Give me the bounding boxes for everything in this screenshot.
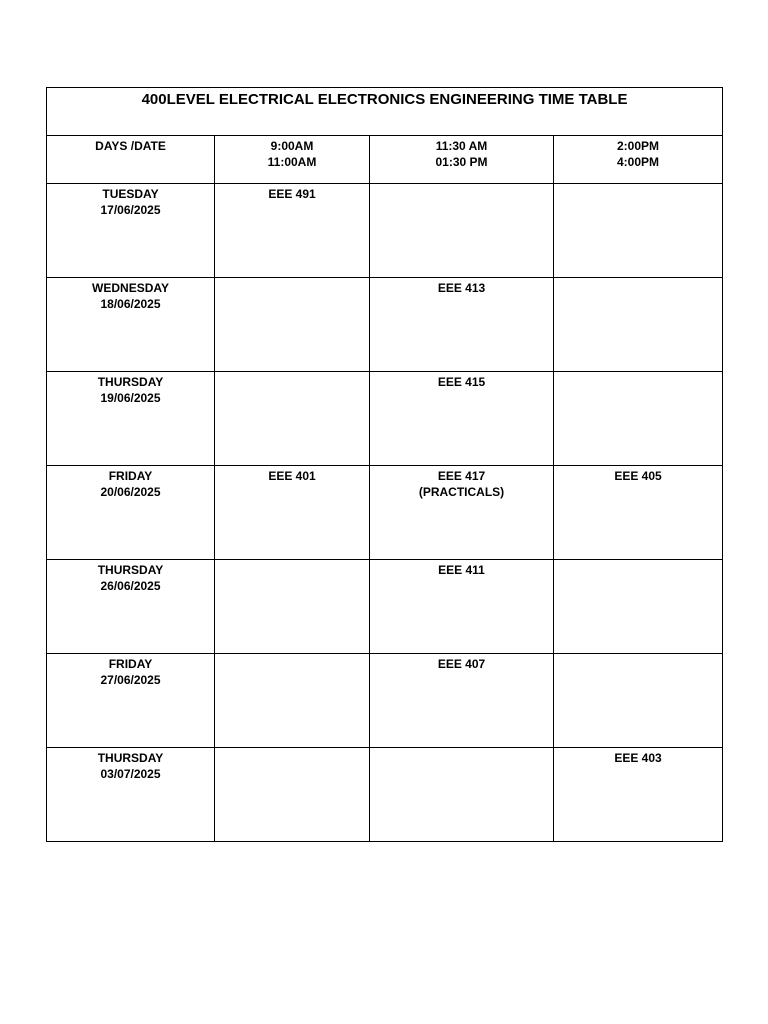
table-row (47, 560, 723, 654)
day-date: 03/07/2025 (100, 767, 161, 781)
day-name: FRIDAY (108, 657, 153, 671)
day-date: 17/06/2025 (100, 203, 161, 217)
header-row (47, 136, 723, 184)
day-name: FRIDAY (108, 469, 153, 483)
day-date-cell (47, 560, 215, 654)
day-date-cell (47, 184, 215, 278)
slot-cell (215, 278, 370, 372)
day-date: 19/06/2025 (100, 391, 161, 405)
table-row (47, 372, 723, 466)
slot-cell (370, 184, 554, 278)
course-code: EEE 405 (614, 469, 662, 483)
course-code: EEE 403 (614, 751, 662, 765)
table-row (47, 466, 723, 560)
slot-2-end: 01:30 PM (435, 155, 488, 169)
slot-cell (215, 654, 370, 748)
slot-3-start: 2:00PM (616, 139, 660, 153)
slot-cell (554, 184, 723, 278)
timetable-title: 400LEVEL ELECTRICAL ELECTRONICS ENGINEERING TIME TABLE (47, 88, 723, 136)
slot-cell (370, 372, 554, 466)
slot-header-1 (215, 136, 370, 184)
slot-cell (554, 466, 723, 560)
day-date: 18/06/2025 (100, 297, 161, 311)
slot-cell (554, 372, 723, 466)
slot-cell (215, 466, 370, 560)
slot-cell (215, 560, 370, 654)
title-row (47, 88, 723, 136)
course-code: EEE 413 (437, 281, 486, 295)
day-date-cell (47, 654, 215, 748)
slot-cell (554, 278, 723, 372)
day-date-cell (47, 278, 215, 372)
slot-header-3 (554, 136, 723, 184)
table-row (47, 278, 723, 372)
slot-1-start: 9:00AM (270, 139, 314, 153)
slot-cell (370, 466, 554, 560)
day-name: TUESDAY (102, 187, 159, 201)
course-code: EEE 491 (268, 187, 316, 201)
day-date: 27/06/2025 (100, 673, 161, 687)
table-row (47, 748, 723, 842)
slot-cell (370, 278, 554, 372)
slot-2-start: 11:30 AM (435, 139, 488, 153)
slot-cell (370, 748, 554, 842)
slot-cell (554, 748, 723, 842)
day-date: 20/06/2025 (100, 485, 161, 499)
slot-cell (215, 372, 370, 466)
slot-3-end: 4:00PM (616, 155, 660, 169)
course-code: EEE 407 (437, 657, 486, 671)
timetable-body (47, 88, 723, 842)
slot-cell (215, 748, 370, 842)
table-row (47, 184, 723, 278)
course-code: EEE 417 (437, 469, 486, 483)
course-code: EEE 401 (268, 469, 316, 483)
day-name: WEDNESDAY (92, 281, 169, 295)
slot-cell (370, 654, 554, 748)
day-date: 26/06/2025 (100, 579, 161, 593)
day-name: THURSDAY (97, 375, 164, 389)
day-name: THURSDAY (97, 751, 164, 765)
slot-cell (215, 184, 370, 278)
day-name: THURSDAY (97, 563, 164, 577)
course-code: EEE 411 (438, 563, 485, 577)
slot-header-2 (370, 136, 554, 184)
table-row (47, 654, 723, 748)
slot-cell (554, 654, 723, 748)
day-date-cell (47, 748, 215, 842)
days-date-header: DAYS /DATE (47, 136, 215, 184)
slot-1-end: 11:00AM (267, 155, 317, 169)
slot-cell (554, 560, 723, 654)
timetable (46, 87, 723, 842)
course-code: EEE 415 (437, 375, 486, 389)
day-date-cell (47, 372, 215, 466)
slot-cell (370, 560, 554, 654)
day-date-cell (47, 466, 215, 560)
course-code: (PRACTICALS) (418, 485, 505, 499)
